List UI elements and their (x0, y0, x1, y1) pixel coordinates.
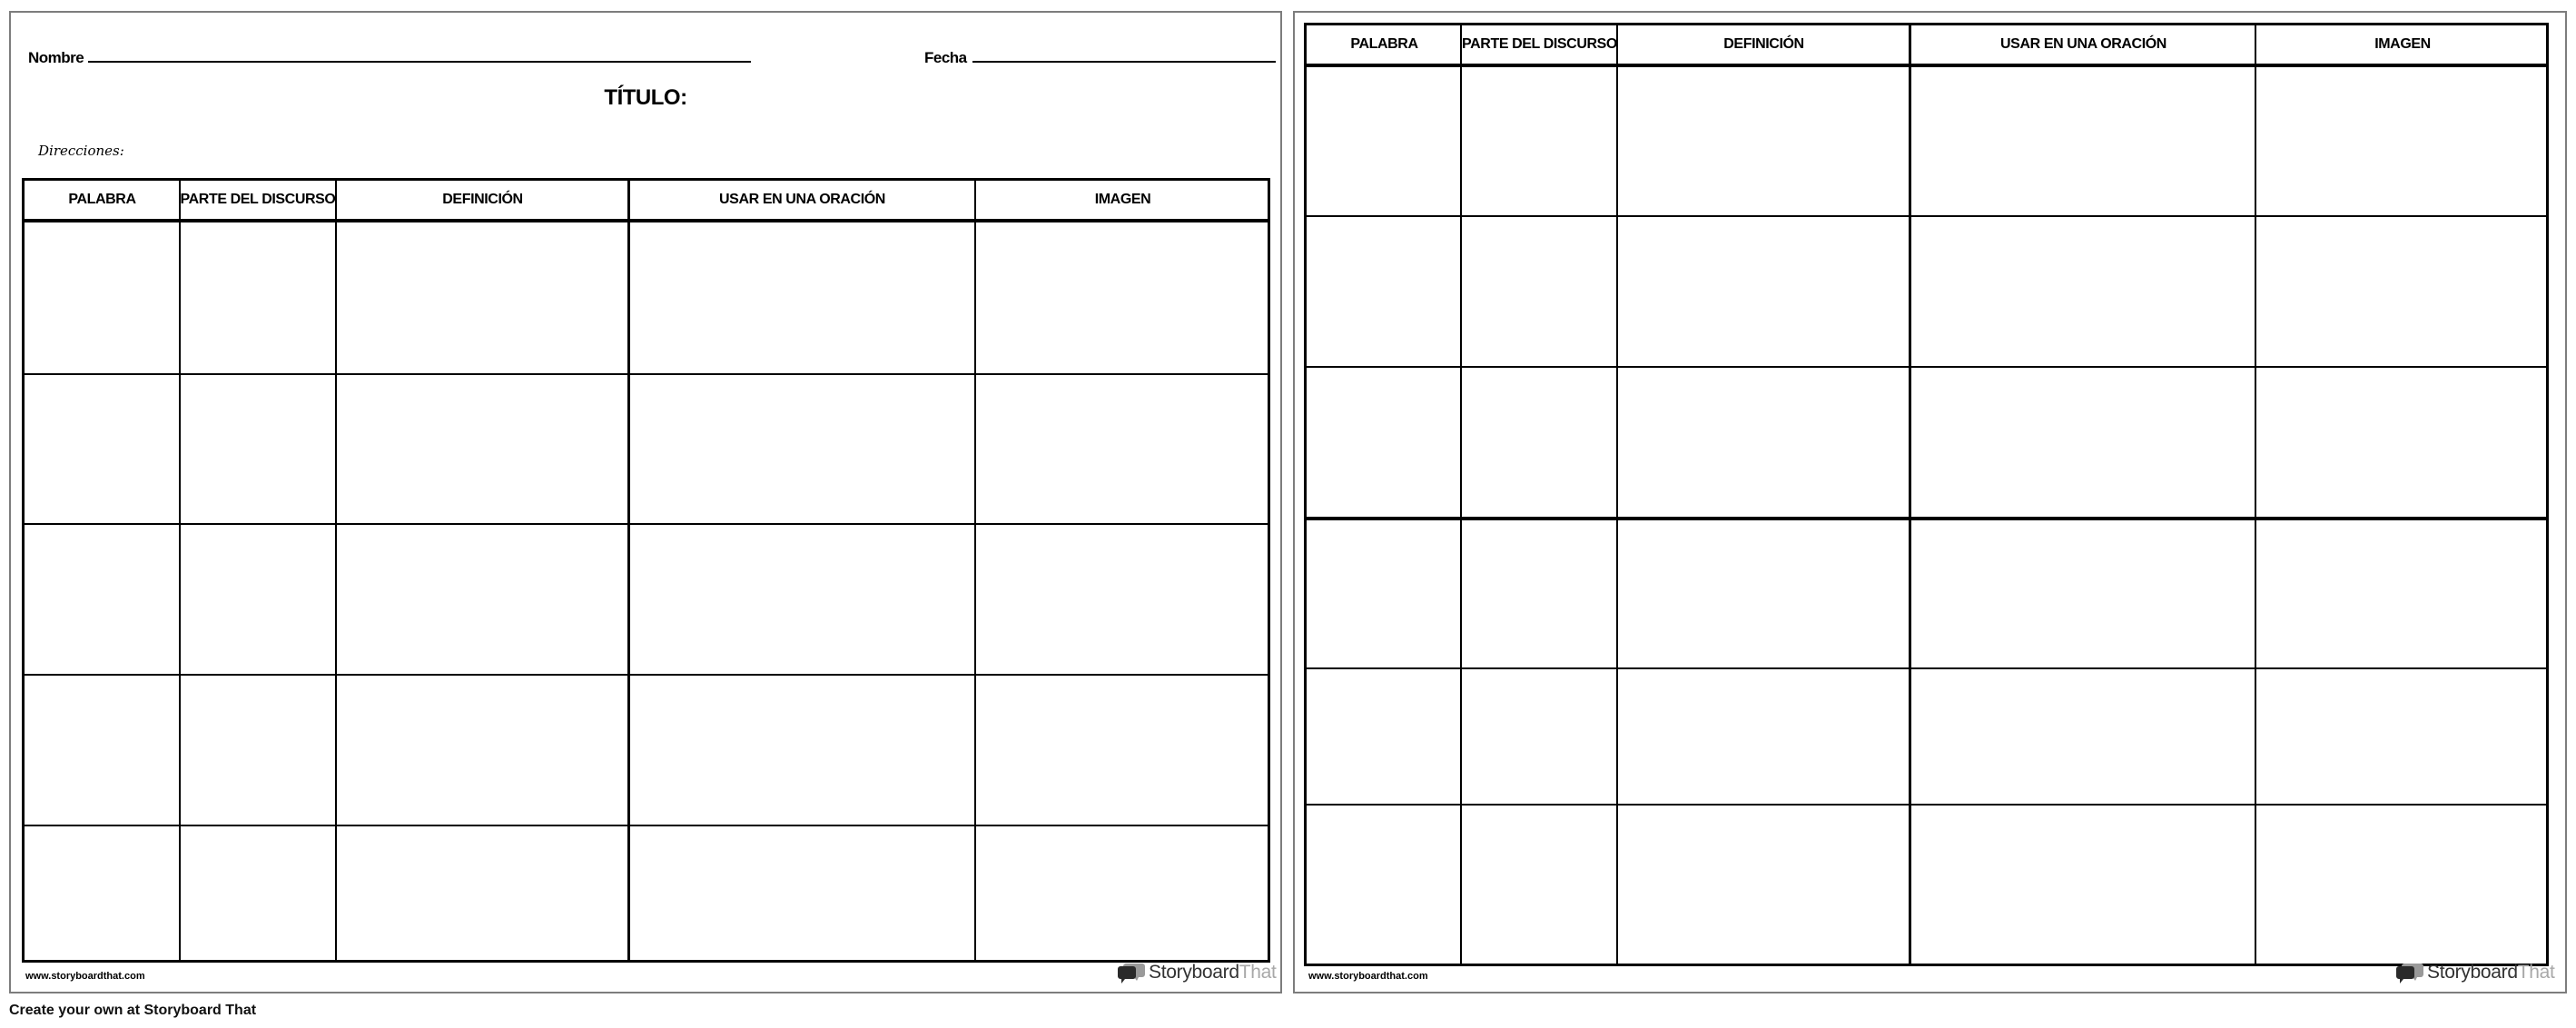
row-divider (1307, 667, 2546, 669)
column-divider (1460, 25, 1462, 964)
vocabulary-table (1304, 23, 2549, 966)
column-header-imagen: IMAGEN (1094, 192, 1151, 207)
column-header-usar-en-una-oracion: USAR EN UNA ORACIÓN (719, 192, 885, 207)
column-header-definicion: DEFINICIÓN (442, 192, 523, 207)
column-divider (1616, 25, 1618, 964)
storyboardthat-logo (2395, 961, 2555, 984)
row-divider (1307, 215, 2546, 217)
column-header-parte-del-discurso: PARTE DEL DISCURSO (180, 192, 336, 207)
column-header-palabra: PALABRA (68, 192, 136, 207)
storyboardthat-logo (1117, 961, 1277, 984)
header-divider (1307, 64, 2546, 67)
brand-text-that: That (2517, 962, 2555, 983)
column-divider (974, 181, 976, 960)
column-divider (1909, 25, 1911, 964)
row-divider (1307, 804, 2546, 806)
name-line (88, 61, 751, 63)
worksheet-page-1 (9, 11, 1282, 993)
name-label: Nombre (28, 49, 84, 66)
brand-text-that: That (1239, 962, 1277, 983)
row-divider (25, 825, 1268, 826)
speech-bubbles-icon (2395, 961, 2424, 984)
brand-text-storyboard: Storyboard (1149, 962, 1239, 983)
row-divider (25, 523, 1268, 525)
vocabulary-table (22, 178, 1270, 963)
worksheet-title: TÍTULO: (604, 85, 687, 110)
column-header-imagen: IMAGEN (2374, 36, 2431, 52)
row-divider (1307, 366, 2546, 368)
column-header-usar-en-una-oracion: USAR EN UNA ORACIÓN (2000, 36, 2166, 52)
row-divider (1307, 517, 2546, 520)
column-divider (335, 181, 337, 960)
speech-bubbles-icon (1117, 961, 1146, 984)
column-divider (179, 181, 181, 960)
column-divider (627, 181, 630, 960)
row-divider (25, 674, 1268, 676)
create-your-own-link[interactable]: Create your own at Storyboard That (9, 1003, 257, 1018)
header-divider (25, 219, 1268, 222)
column-header-palabra: PALABRA (1350, 36, 1418, 52)
date-label: Fecha (924, 49, 967, 66)
column-header-definicion: DEFINICIÓN (1723, 36, 1804, 52)
column-divider (2255, 25, 2256, 964)
column-header-parte-del-discurso: PARTE DEL DISCURSO (1462, 36, 1617, 52)
date-line (972, 61, 1276, 63)
footer-url: www.storyboardthat.com (25, 971, 145, 982)
brand-text-storyboard: Storyboard (2427, 962, 2518, 983)
row-divider (25, 373, 1268, 375)
worksheet-page-2 (1293, 11, 2567, 993)
footer-url: www.storyboardthat.com (1308, 971, 1428, 982)
directions-label: Direcciones: (38, 143, 124, 159)
